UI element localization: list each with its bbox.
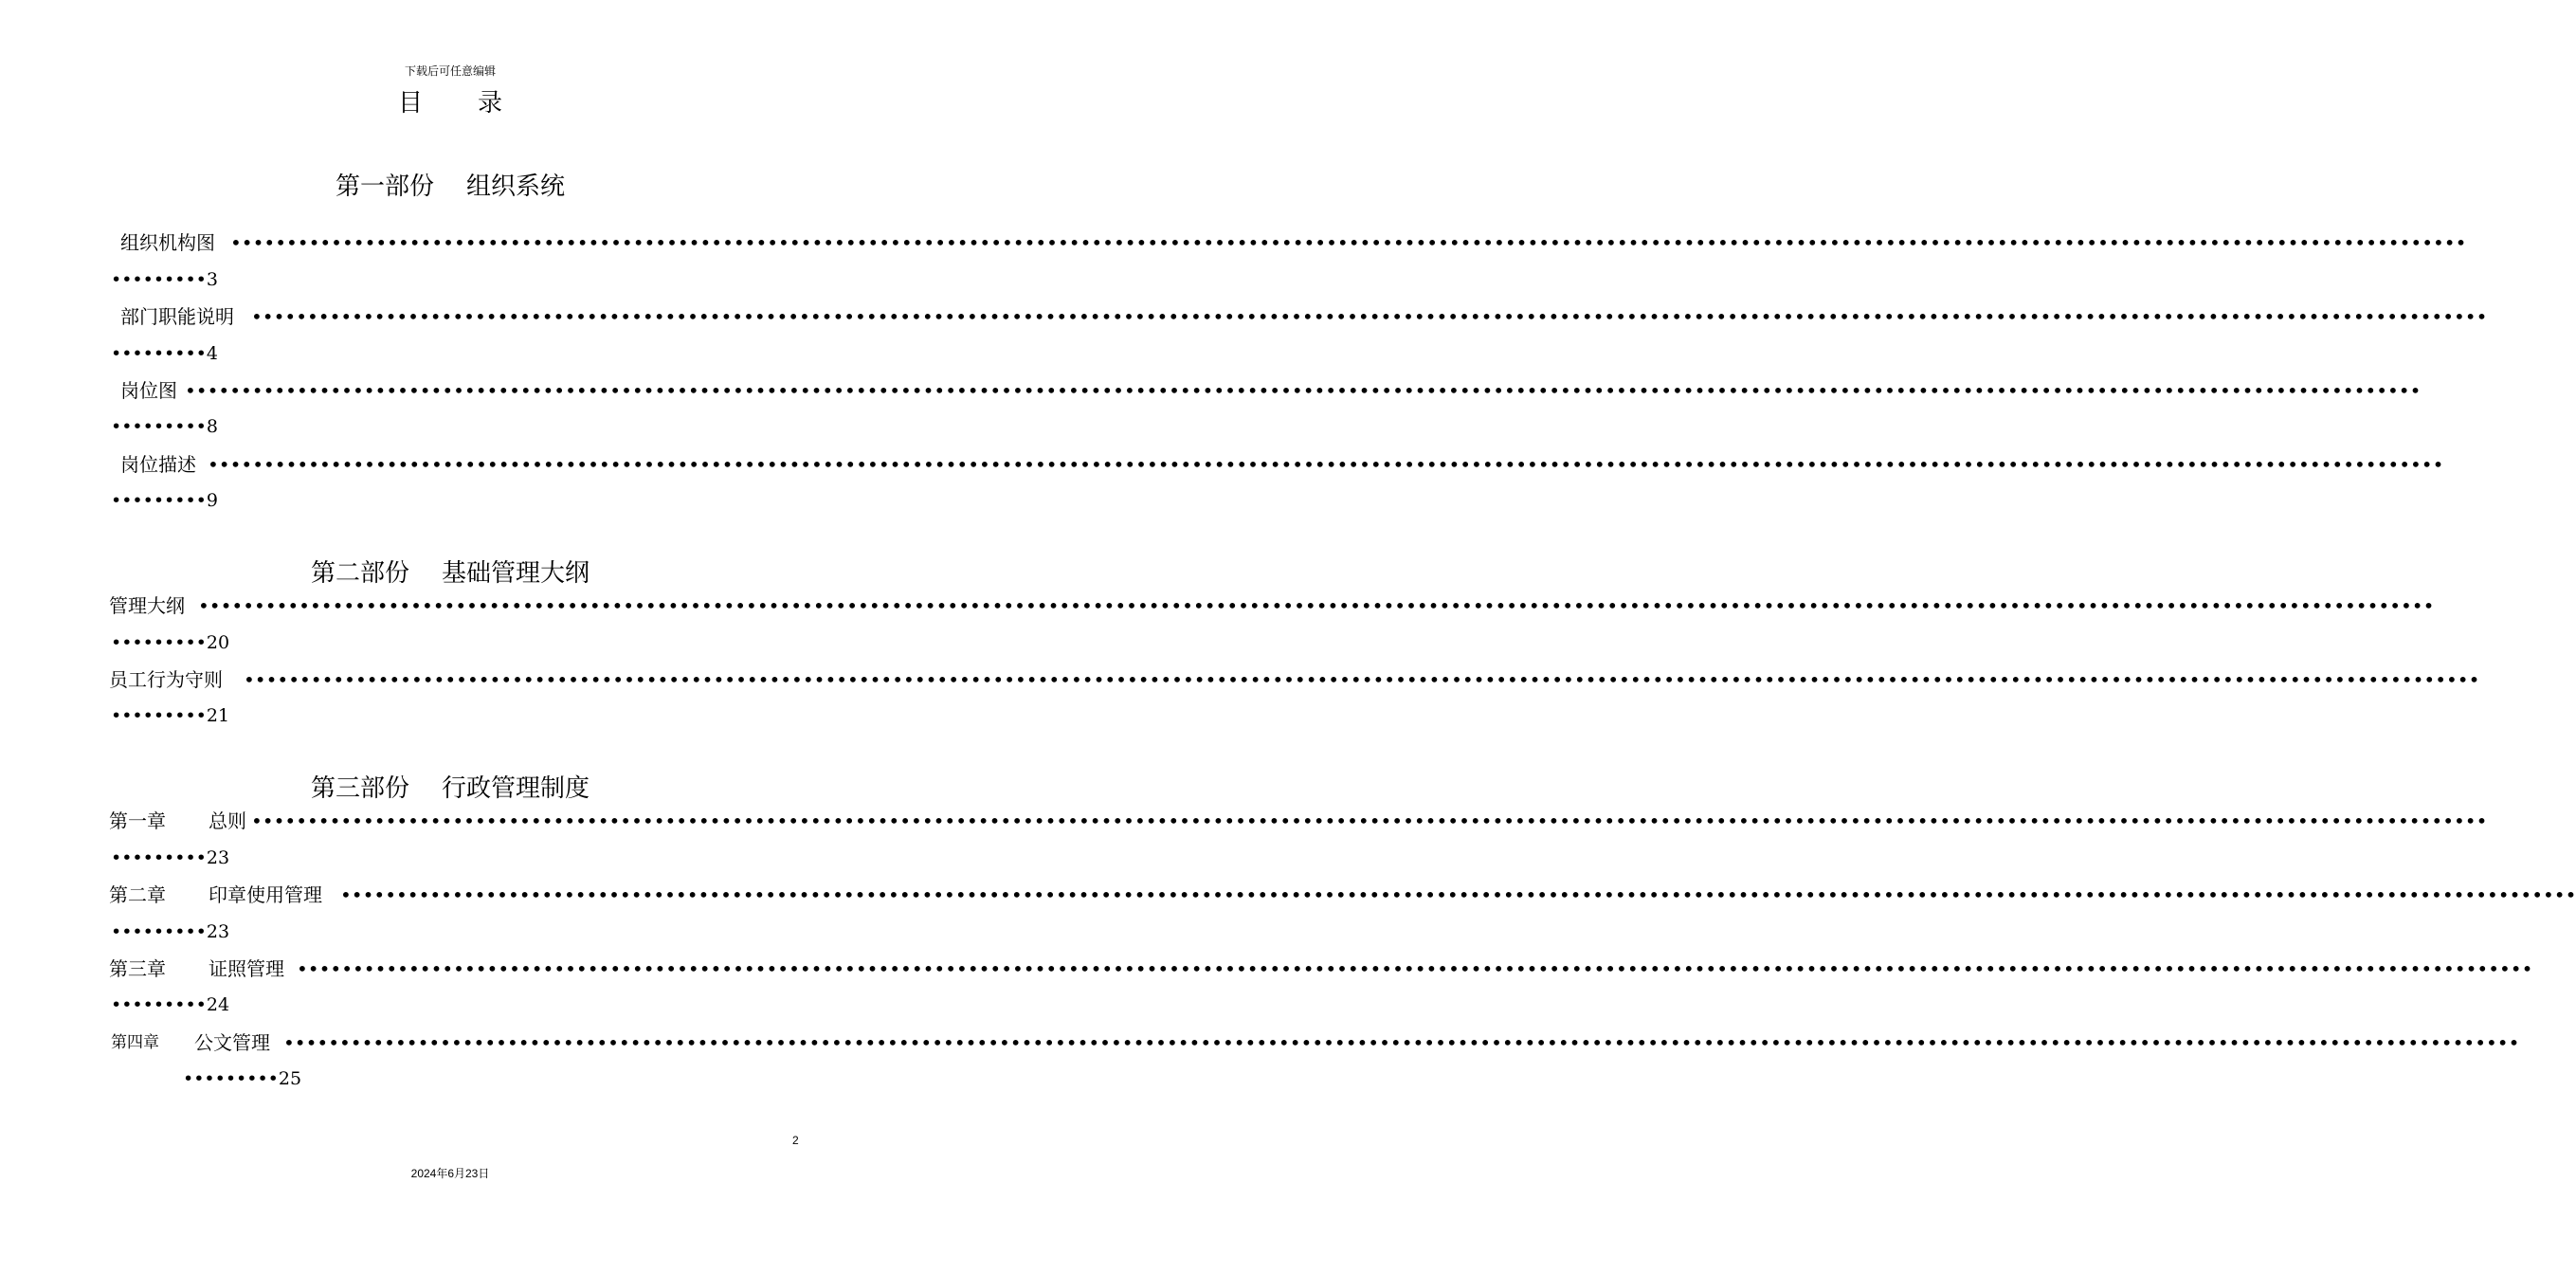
toc-entry-label: 岗位描述: [120, 453, 196, 476]
toc-entry[interactable]: [0, 1028, 2520, 1057]
page-number: 3: [206, 269, 218, 290]
toc-entry[interactable]: [0, 592, 2435, 620]
leader-dots: ••••••••••••••••••••••••••••••••••••••••••••••••••••••••••••••••••••••••••••••••••••••••••••••••••••••••••••••••••••••••••••••••••••••••••••••••••••••••••••••••••••••••••••••••••••••••••••••••••••••••: [283, 1031, 2520, 1054]
leader-dots: ••••••••••••••••••••••••••••••••••••••••••••••••••••••••••••••••••••••••••••••••••••••••••••••••••••••••••••••••••••••••••••••••••••••••••••••••••••••••••••••••••••••••••••••••••••••••••••••••••••••••: [251, 305, 2488, 328]
leader-dots: ••••••••••••••••••••••••••••••••••••••••••••••••••••••••••••••••••••••••••••••••••••••••••••••••••••••••••••••••••••••••••••••••••••••••••••••••••••••••••••••••••••••••••••••••••••••••••••••••••••••••: [251, 810, 2488, 832]
toc-entry-page: [111, 265, 218, 294]
toc-entry[interactable]: [0, 376, 2422, 405]
leader-dots: •••••••••: [111, 343, 207, 364]
toc-entry-page: [183, 1065, 301, 1093]
part-1-number: 第一部份: [335, 173, 434, 201]
leader-dots: •••••••••: [111, 269, 207, 290]
toc-entry-page: [111, 991, 229, 1019]
page-number: 23: [206, 847, 230, 868]
toc-entry[interactable]: [0, 881, 2576, 909]
part-2-name: 基础管理大纲: [442, 559, 590, 588]
toc-entry[interactable]: [0, 807, 2488, 835]
leader-dots: ••••••••••••••••••••••••••••••••••••••••••••••••••••••••••••••••••••••••••••••••••••••••••••••••••••••••••••••••••••••••••••••••••••••••••••••••••••••••••••••••••••••••••••••••••••••••••••••••••••••••: [198, 594, 2435, 617]
toc-entry[interactable]: [0, 302, 2488, 331]
toc-entry-page: [111, 486, 218, 515]
page-number: 24: [206, 994, 230, 1015]
toc-entry-label: 员工行为守则: [109, 668, 223, 691]
toc-entry-label: 总则: [209, 810, 246, 832]
toc-entry-label: 部门职能说明: [120, 305, 234, 328]
toc-entry-label: 岗位图: [120, 379, 177, 402]
toc-entry-page: [111, 918, 229, 946]
leader-dots: •••••••••: [111, 490, 207, 511]
leader-dots: ••••••••••••••••••••••••••••••••••••••••••••••••••••••••••••••••••••••••••••••••••••••••••••••••••••••••••••••••••••••••••••••••••••••••••••••••••••••••••••••••••••••••••••••••••••••••••••••••••••••••: [208, 453, 2444, 476]
toc-entry[interactable]: [0, 228, 2467, 257]
leader-dots: ••••••••••••••••••••••••••••••••••••••••••••••••••••••••••••••••••••••••••••••••••••••••••••••••••••••••••••••••••••••••••••••••••••••••••••••••••••••••••••••••••••••••••••••••••••••••••••••••••••••••: [244, 668, 2480, 691]
leader-dots: •••••••••: [111, 416, 207, 437]
part-3-heading: [0, 769, 900, 804]
toc-entry-chapter: 第三章: [109, 957, 166, 980]
leader-dots: •••••••••: [111, 847, 207, 868]
page-number: 8: [206, 416, 218, 437]
leader-dots: ••••••••••••••••••••••••••••••••••••••••••••••••••••••••••••••••••••••••••••••••••••••••••••••••••••••••••••••••••••••••••••••••••••••••••••••••••••••••••••••••••••••••••••••••••••••••••••••••••••••••: [340, 883, 2576, 906]
part-2-number: 第二部份: [310, 559, 409, 588]
toc-entry-page: [111, 701, 229, 730]
page-number: 9: [206, 490, 218, 511]
toc-entry-label: 印章使用管理: [209, 883, 322, 906]
header-note: 下载后可任意编辑: [404, 64, 496, 78]
page-number: 4: [206, 343, 218, 364]
page-number: 23: [206, 921, 230, 942]
footer-date: 2024年6月23日: [410, 1167, 490, 1180]
toc-entry[interactable]: [0, 450, 2444, 479]
toc-entry-label: 证照管理: [209, 957, 284, 980]
toc-entry[interactable]: [0, 665, 2480, 694]
toc-entry-label: 组织机构图: [120, 231, 215, 254]
toc-entry-page: [111, 412, 218, 441]
page-number: 21: [206, 705, 230, 726]
page-number: 25: [278, 1068, 302, 1089]
leader-dots: •••••••••: [111, 921, 207, 942]
leader-dots: ••••••••••••••••••••••••••••••••••••••••••••••••••••••••••••••••••••••••••••••••••••••••••••••••••••••••••••••••••••••••••••••••••••••••••••••••••••••••••••••••••••••••••••••••••••••••••••••••••••••••: [297, 957, 2533, 980]
part-2-heading: [0, 554, 900, 589]
toc-entry-chapter: 第二章: [109, 883, 166, 906]
toc-entry[interactable]: [0, 955, 2533, 983]
leader-dots: •••••••••: [111, 994, 207, 1015]
toc-entry-page: [111, 844, 229, 872]
leader-dots: ••••••••••••••••••••••••••••••••••••••••••••••••••••••••••••••••••••••••••••••••••••••••••••••••••••••••••••••••••••••••••••••••••••••••••••••••••••••••••••••••••••••••••••••••••••••••••••••••••••••••: [230, 231, 2467, 254]
toc-title: 目录: [397, 89, 557, 118]
leader-dots: •••••••••: [183, 1068, 279, 1089]
toc-entry-label: 公文管理: [194, 1031, 270, 1054]
leader-dots: •••••••••: [111, 705, 207, 726]
part-1-name: 组织系统: [466, 173, 566, 201]
toc-entry-page: [111, 339, 218, 368]
part-1-heading: [0, 167, 900, 202]
toc-entry-chapter: 第四章: [111, 1033, 159, 1052]
toc-entry-chapter: 第一章: [109, 810, 166, 832]
part-3-name: 行政管理制度: [442, 774, 590, 803]
part-3-number: 第三部份: [310, 774, 409, 803]
page-number-footer: 2: [792, 1134, 799, 1147]
toc-entry-page: [111, 628, 229, 657]
page-number: 20: [206, 632, 230, 653]
leader-dots: ••••••••••••••••••••••••••••••••••••••••••••••••••••••••••••••••••••••••••••••••••••••••••••••••••••••••••••••••••••••••••••••••••••••••••••••••••••••••••••••••••••••••••••••••••••••••••••••••••••••••: [185, 379, 2422, 402]
toc-entry-label: 管理大纲: [109, 594, 185, 617]
leader-dots: •••••••••: [111, 632, 207, 653]
